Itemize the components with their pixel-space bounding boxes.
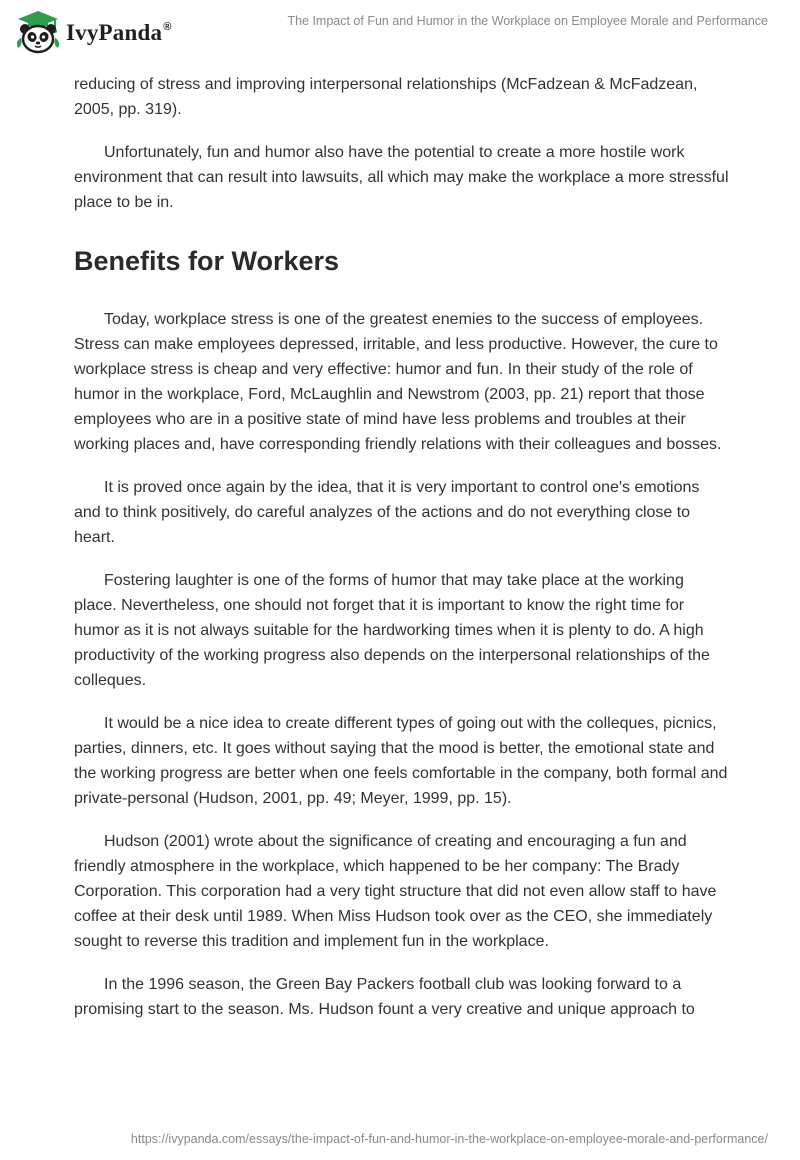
ivypanda-logo[interactable] [14,8,172,56]
section-heading: Benefits for Workers [74,246,340,276]
paragraph-section-2: It is proved once again by the idea, that it is very important to control one's emotions and to think positively, do careful analyzes of the actions and do not everything close to heart. [74,479,700,546]
panda-graduate-icon [14,8,62,56]
paragraph-section-5: Hudson (2001) wrote about the significance of creating and encouraging a fun and friendly atmosphere in the workplace, which happened to be her company: The Brady Corporation. This corporation had a very tight structure that did not even allow staff to have coffee at their desk until 1989. When Miss Hudson took over as the CEO, she immediately sought to reverse this tradition and implement fun in the workplace. [74,833,717,950]
paragraph-section-3: Fostering laughter is one of the forms of humor that may take place at the working place. Nevertheless, one should not forget that it is important to know the right time for humor as it is not always suitable for the hardworking times when it is plenty to do. A high productivity of the working progress also depends on the interpersonal relationships of the colleques. [74,572,710,689]
logo-text: IvyPanda [66,20,163,45]
paragraph-intro-1: reducing of stress and improving interpersonal relationships (McFadzean & McFadzean, 2005, pp. 319). [74,76,698,118]
source-url[interactable]: https://ivypanda.com/essays/the-impact-of-fun-and-humor-in-the-workplace-on-employee-morale-and-performance/ [130,1132,768,1146]
paragraph-section-1: Today, workplace stress is one of the greatest enemies to the success of employees. Stress can make employees depressed, irritable, and less productive. However, the cure to workplace stress is cheap and very effective: humor and fun. In their study of the role of humor in the workplace, Ford, McLaughlin and Newstrom (2003, pp. 21) report that those employees who are in a positive state of mind have less problems and troubles at their working places and, have corresponding friendly relations with their colleagues and bosses. [74,311,722,453]
paragraph-intro-2: Unfortunately, fun and humor also have the potential to create a more hostile work environment that can result into lawsuits, all which may make the workplace a more stressful place to be in. [74,144,729,211]
paragraph-section-6: In the 1996 season, the Green Bay Packers football club was looking forward to a promising start to the season. Ms. Hudson fount a very creative and unique approach to [74,976,695,1018]
registered-mark: ® [163,21,172,33]
page-header [0,0,800,64]
essay-content [74,72,730,1040]
paragraph-section-4: It would be a nice idea to create different types of going out with the colleques, picnics, parties, dinners, etc. It goes without saying that the mood is better, the emotional state and the working progress are better when one feels comfortable in the company, both formal and private-personal (Hudson, 2001, pp. 49; Meyer, 1999, pp. 15). [74,715,728,807]
logo-wordmark [66,20,172,46]
document-title: The Impact of Fun and Humor in the Workplace on Employee Morale and Performance [287,14,768,28]
